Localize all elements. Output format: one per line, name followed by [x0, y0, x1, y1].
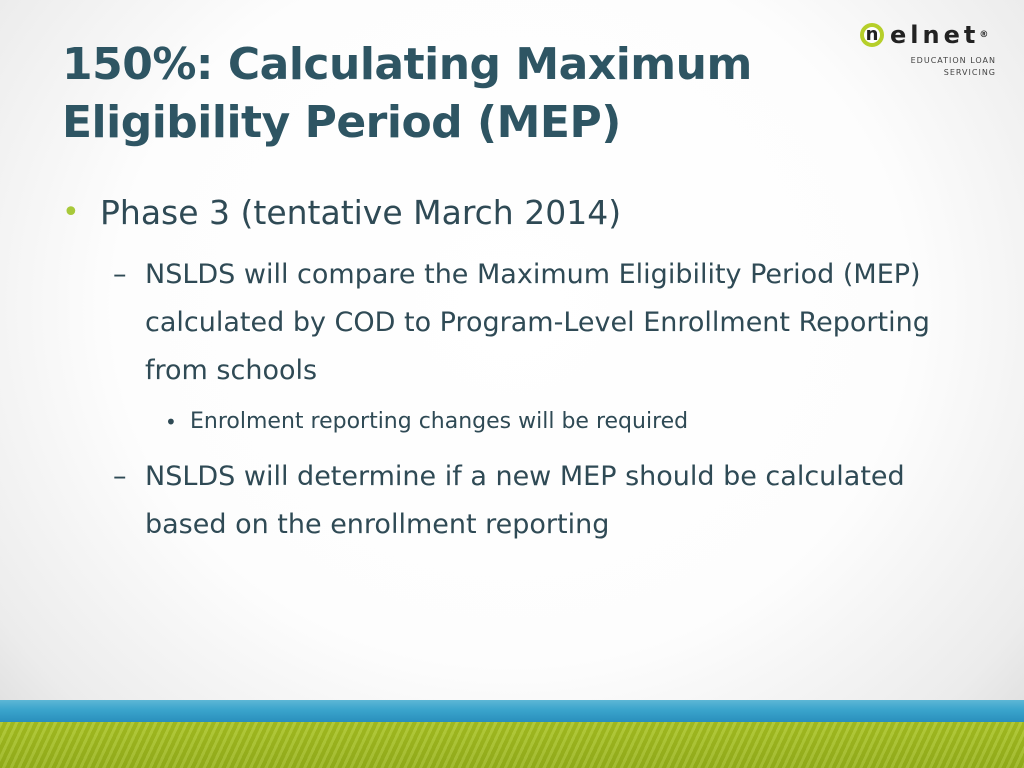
- logo-letter: n: [865, 24, 879, 45]
- footer-band-green: [0, 722, 1024, 768]
- level2-dash-icon: –: [113, 461, 127, 492]
- level1-bullet-icon: •: [62, 195, 80, 230]
- level2-dash-icon: –: [113, 259, 127, 290]
- bullet-enrolment-changes: Enrolment reporting changes will be required: [190, 409, 689, 434]
- logo-tagline-line1: EDUCATION LOAN: [910, 56, 996, 65]
- footer-band-blue: [0, 700, 1024, 722]
- level3-bullet-icon: •: [165, 410, 177, 434]
- slide-title: 150%: Calculating Maximum Eligibility Period (MEP): [62, 39, 752, 148]
- logo-registered-mark: ®: [979, 30, 989, 40]
- logo-tagline-line2: SERVICING: [943, 68, 996, 77]
- bullet-nslds-compare: NSLDS will compare the Maximum Eligibility Period (MEP) calculated by COD to Program-Level Enrollment Reporting from schools: [145, 259, 930, 386]
- logo-word-text: elnet: [890, 21, 980, 49]
- bullet-nslds-determine: NSLDS will determine if a new MEP should be calculated based on the enrollment reporting: [145, 461, 905, 540]
- bullet-phase3: Phase 3 (tentative March 2014): [100, 193, 622, 232]
